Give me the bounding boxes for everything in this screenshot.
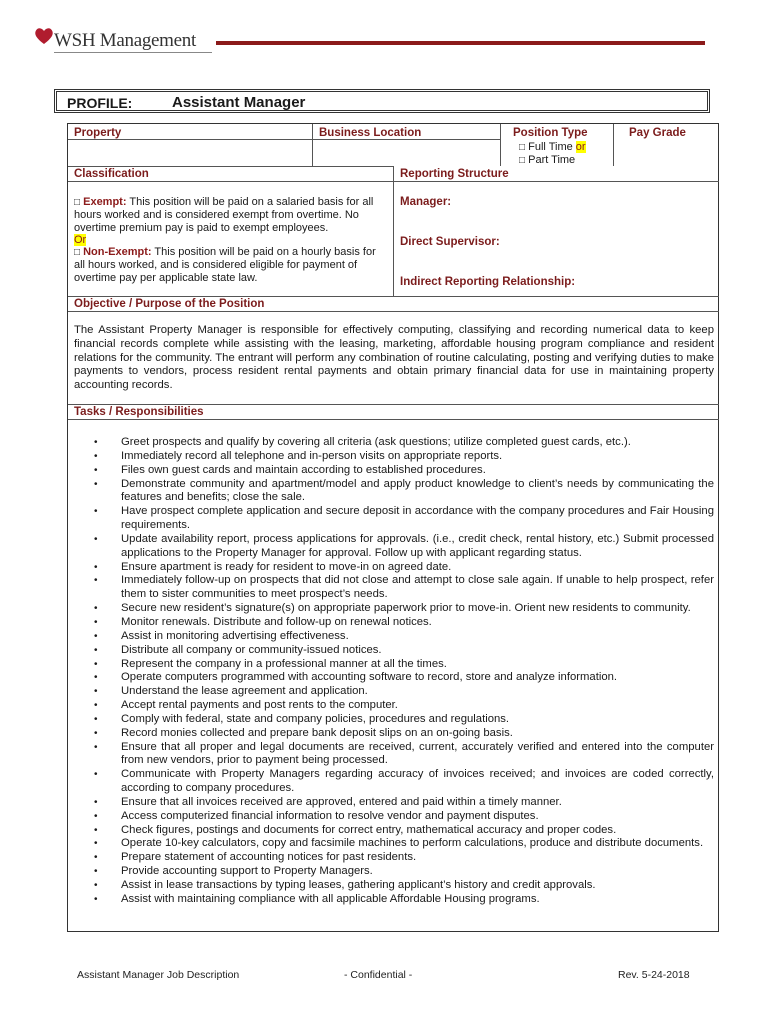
- task-text: Immediately follow-up on prospects that did not close and attempt to close sale again. If unable to help prospect, refer them to sister communities to meet prospect’s needs.: [121, 574, 714, 601]
- task-text: Operate 10-key calculators, copy and facsimile machines to perform calculations, produce and distribute documents.: [121, 837, 704, 850]
- list-item: [94, 464, 714, 478]
- bullet: •: [94, 824, 98, 836]
- pay-grade-label: Pay Grade: [629, 127, 686, 139]
- bullet: •: [94, 852, 98, 864]
- bullet: •: [94, 575, 98, 587]
- list-item: [94, 699, 714, 713]
- property-label: Property: [74, 127, 122, 139]
- divider: [312, 139, 500, 140]
- bullet: •: [94, 796, 98, 808]
- reporting-structure-label: Reporting Structure: [400, 168, 509, 180]
- bullet: •: [94, 741, 98, 753]
- or-highlight: or: [575, 141, 586, 153]
- task-text: Comply with federal, state and company policies, procedures and regulations.: [121, 712, 510, 725]
- task-text: Have prospect complete application and secure deposit in accordance with the company procedures and Fair Housing requirements.: [121, 505, 714, 532]
- divider: [312, 124, 313, 166]
- bullet: •: [94, 478, 98, 490]
- exempt-text: This position will be paid on a salaried basis for all hours worked and is considered exempt from overtime. No overtime premium pay is paid to exempt employees.: [74, 196, 374, 234]
- bullet: •: [94, 630, 98, 642]
- list-item: [94, 574, 714, 602]
- job-description-table: [67, 123, 719, 932]
- list-item: [94, 450, 714, 464]
- bullet: •: [94, 713, 98, 725]
- bullet: •: [94, 686, 98, 698]
- bullet: •: [94, 561, 98, 573]
- bullet: •: [94, 769, 98, 781]
- company-logo: [34, 26, 214, 56]
- bullet: •: [94, 893, 98, 905]
- profile-box: [54, 89, 710, 113]
- task-text: Monitor renewals. Distribute and follow-up on renewal notices.: [121, 615, 432, 628]
- list-item: [94, 533, 714, 561]
- task-text: Check figures, postings and documents for correct entry, mathematical accuracy and proper codes.: [121, 823, 617, 836]
- list-item: [94, 685, 714, 699]
- list-item: [94, 768, 714, 796]
- full-time-option[interactable]: [519, 141, 586, 154]
- list-item: [94, 851, 714, 865]
- list-item: [94, 741, 714, 769]
- list-item: [94, 602, 714, 616]
- list-item: [94, 879, 714, 893]
- exempt-block: [74, 196, 386, 284]
- profile-label: PROFILE:: [67, 95, 133, 111]
- direct-supervisor-label: Direct Supervisor:: [400, 236, 500, 248]
- bullet: •: [94, 880, 98, 891]
- business-location-label: Business Location: [319, 127, 422, 139]
- part-time-checkbox[interactable]: □: [519, 155, 526, 166]
- task-text: Assist in lease transactions by typing leases, gathering applicant’s history and credit approvals.: [121, 879, 596, 891]
- or-text: Or: [74, 233, 87, 246]
- task-text: Assist in monitoring advertising effectiveness.: [121, 629, 349, 642]
- task-text: Immediately record all telephone and in-person visits on appropriate reports.: [121, 449, 503, 462]
- bullet: •: [94, 644, 98, 656]
- task-text: Greet prospects and qualify by covering all criteria (ask questions; utilize completed guest cards, etc.).: [121, 436, 631, 448]
- divider: [393, 166, 394, 296]
- manager-label: Manager:: [400, 196, 452, 208]
- bullet: •: [94, 450, 98, 462]
- classification-label: Classification: [74, 168, 149, 180]
- list-item: [94, 727, 714, 741]
- task-text: Ensure that all proper and legal documents are received, current, accurately verified and entered into the computer from new vendors, prior to payment being processed.: [121, 740, 714, 767]
- list-item: [94, 658, 714, 672]
- divider: [68, 404, 719, 405]
- list-item: [94, 436, 714, 450]
- task-text: Files own guest cards and maintain according to established procedures.: [121, 463, 486, 476]
- list-item: [94, 713, 714, 727]
- bullet: •: [94, 810, 98, 822]
- tasks-list: [94, 436, 714, 907]
- divider: [68, 311, 719, 312]
- bullet: •: [94, 603, 98, 615]
- divider: [68, 166, 393, 167]
- list-item: [94, 505, 714, 533]
- footer-right: Rev. 5-24-2018: [618, 969, 690, 981]
- logo-underline: [54, 52, 212, 53]
- bullet: •: [94, 672, 98, 684]
- task-text: Record monies collected and prepare bank deposit slips on an on-going basis.: [121, 726, 513, 739]
- task-text: Demonstrate community and apartment/model and apply product knowledge to client’s needs by communicating the features and benefits; close the sale.: [121, 477, 714, 504]
- list-item: [94, 616, 714, 630]
- bullet: •: [94, 658, 98, 670]
- nonexempt-text: This position will be paid on a hourly basis for all hours worked, and is considered eligible for payment of overtime pay per applicable state law.: [74, 246, 376, 284]
- task-text: Provide accounting support to Property Managers.: [121, 865, 373, 878]
- exempt-label: Exempt:: [83, 196, 127, 208]
- list-item: [94, 630, 714, 644]
- full-time-text: Full Time: [528, 141, 573, 153]
- bullet: •: [94, 533, 98, 545]
- footer-center: - Confidential -: [344, 969, 413, 981]
- divider: [68, 139, 312, 140]
- footer-left: Assistant Manager Job Description: [77, 969, 240, 981]
- task-text: Understand the lease agreement and application.: [121, 685, 368, 698]
- list-item: [94, 796, 714, 810]
- task-text: Accept rental payments and post rents to the computer.: [121, 699, 398, 712]
- part-time-text: Part Time: [528, 154, 576, 166]
- task-text: Update availability report, process applications for approvals. (i.e., credit check, rental history, etc.) Submit processed applications to the Property Manager for approval. Follow up with applicant regarding status.: [121, 532, 714, 559]
- bullet: •: [94, 464, 98, 476]
- task-text: Operate computers programmed with accounting software to record, store and analyze information.: [121, 671, 618, 684]
- position-type-label: Position Type: [513, 127, 588, 139]
- task-text: Assist with maintaining compliance with all applicable Affordable Housing programs.: [121, 892, 540, 905]
- divider: [68, 296, 719, 297]
- task-text: Ensure that all invoices received are approved, entered and paid within a timely manner.: [121, 795, 562, 808]
- bullet: •: [94, 700, 98, 712]
- bullet: •: [94, 506, 98, 518]
- tasks-label: Tasks / Responsibilities: [74, 406, 204, 418]
- list-item: [94, 893, 714, 907]
- divider: [68, 419, 719, 420]
- task-text: Prepare statement of accounting notices for past residents.: [121, 851, 417, 864]
- part-time-option[interactable]: [519, 154, 575, 167]
- bullet: •: [94, 727, 98, 739]
- logo-text: WSH Management: [54, 30, 196, 51]
- task-text: Secure new resident’s signature(s) on appropriate paperwork prior to move-in. Orient new residents to community.: [121, 602, 691, 615]
- list-item: [94, 810, 714, 824]
- list-item: [94, 837, 714, 851]
- profile-title: Assistant Manager: [172, 94, 306, 111]
- list-item: [94, 644, 714, 658]
- list-item: [94, 671, 714, 685]
- objective-label: Objective / Purpose of the Position: [74, 298, 265, 310]
- task-text: Represent the company in a professional manner at all the times.: [121, 657, 447, 670]
- task-text: Access computerized financial information to resolve vendor and payment disputes.: [121, 809, 539, 822]
- bullet: •: [94, 437, 98, 448]
- heart-icon: [34, 26, 54, 46]
- bullet: •: [94, 866, 98, 878]
- list-item: [94, 865, 714, 879]
- task-text: Ensure apartment is ready for resident to move-in on agreed date.: [121, 560, 452, 573]
- list-item: [94, 561, 714, 575]
- exempt-checkbox[interactable]: □: [74, 197, 81, 208]
- task-text: Communicate with Property Managers regarding accuracy of invoices received; and invoices are coded correctly, according to company procedures.: [121, 768, 714, 795]
- bullet: •: [94, 838, 98, 850]
- list-item: [94, 824, 714, 838]
- list-item: [94, 478, 714, 506]
- full-time-checkbox[interactable]: □: [519, 142, 526, 153]
- objective-text: The Assistant Property Manager is responsible for effectively computing, classifying and recording numerical data to keep financial records complete while assisting with the leasing, marketing, affordable housing program compliance and resident relations for the community. The entrant will perform any combination of routine calculating, posting and verifying duties to make payments to vendors, process resident rental payments and obtain primary financial data for use in maintaining property accounting records.: [74, 324, 714, 392]
- bullet: •: [94, 616, 98, 628]
- divider: [613, 124, 614, 166]
- divider: [500, 124, 501, 166]
- nonexempt-checkbox[interactable]: □: [74, 247, 81, 259]
- task-text: Distribute all company or community-issued notices.: [121, 643, 382, 656]
- indirect-reporting-label: Indirect Reporting Relationship:: [400, 276, 576, 288]
- header-rule: [216, 41, 705, 45]
- nonexempt-label: Non-Exempt:: [83, 246, 152, 259]
